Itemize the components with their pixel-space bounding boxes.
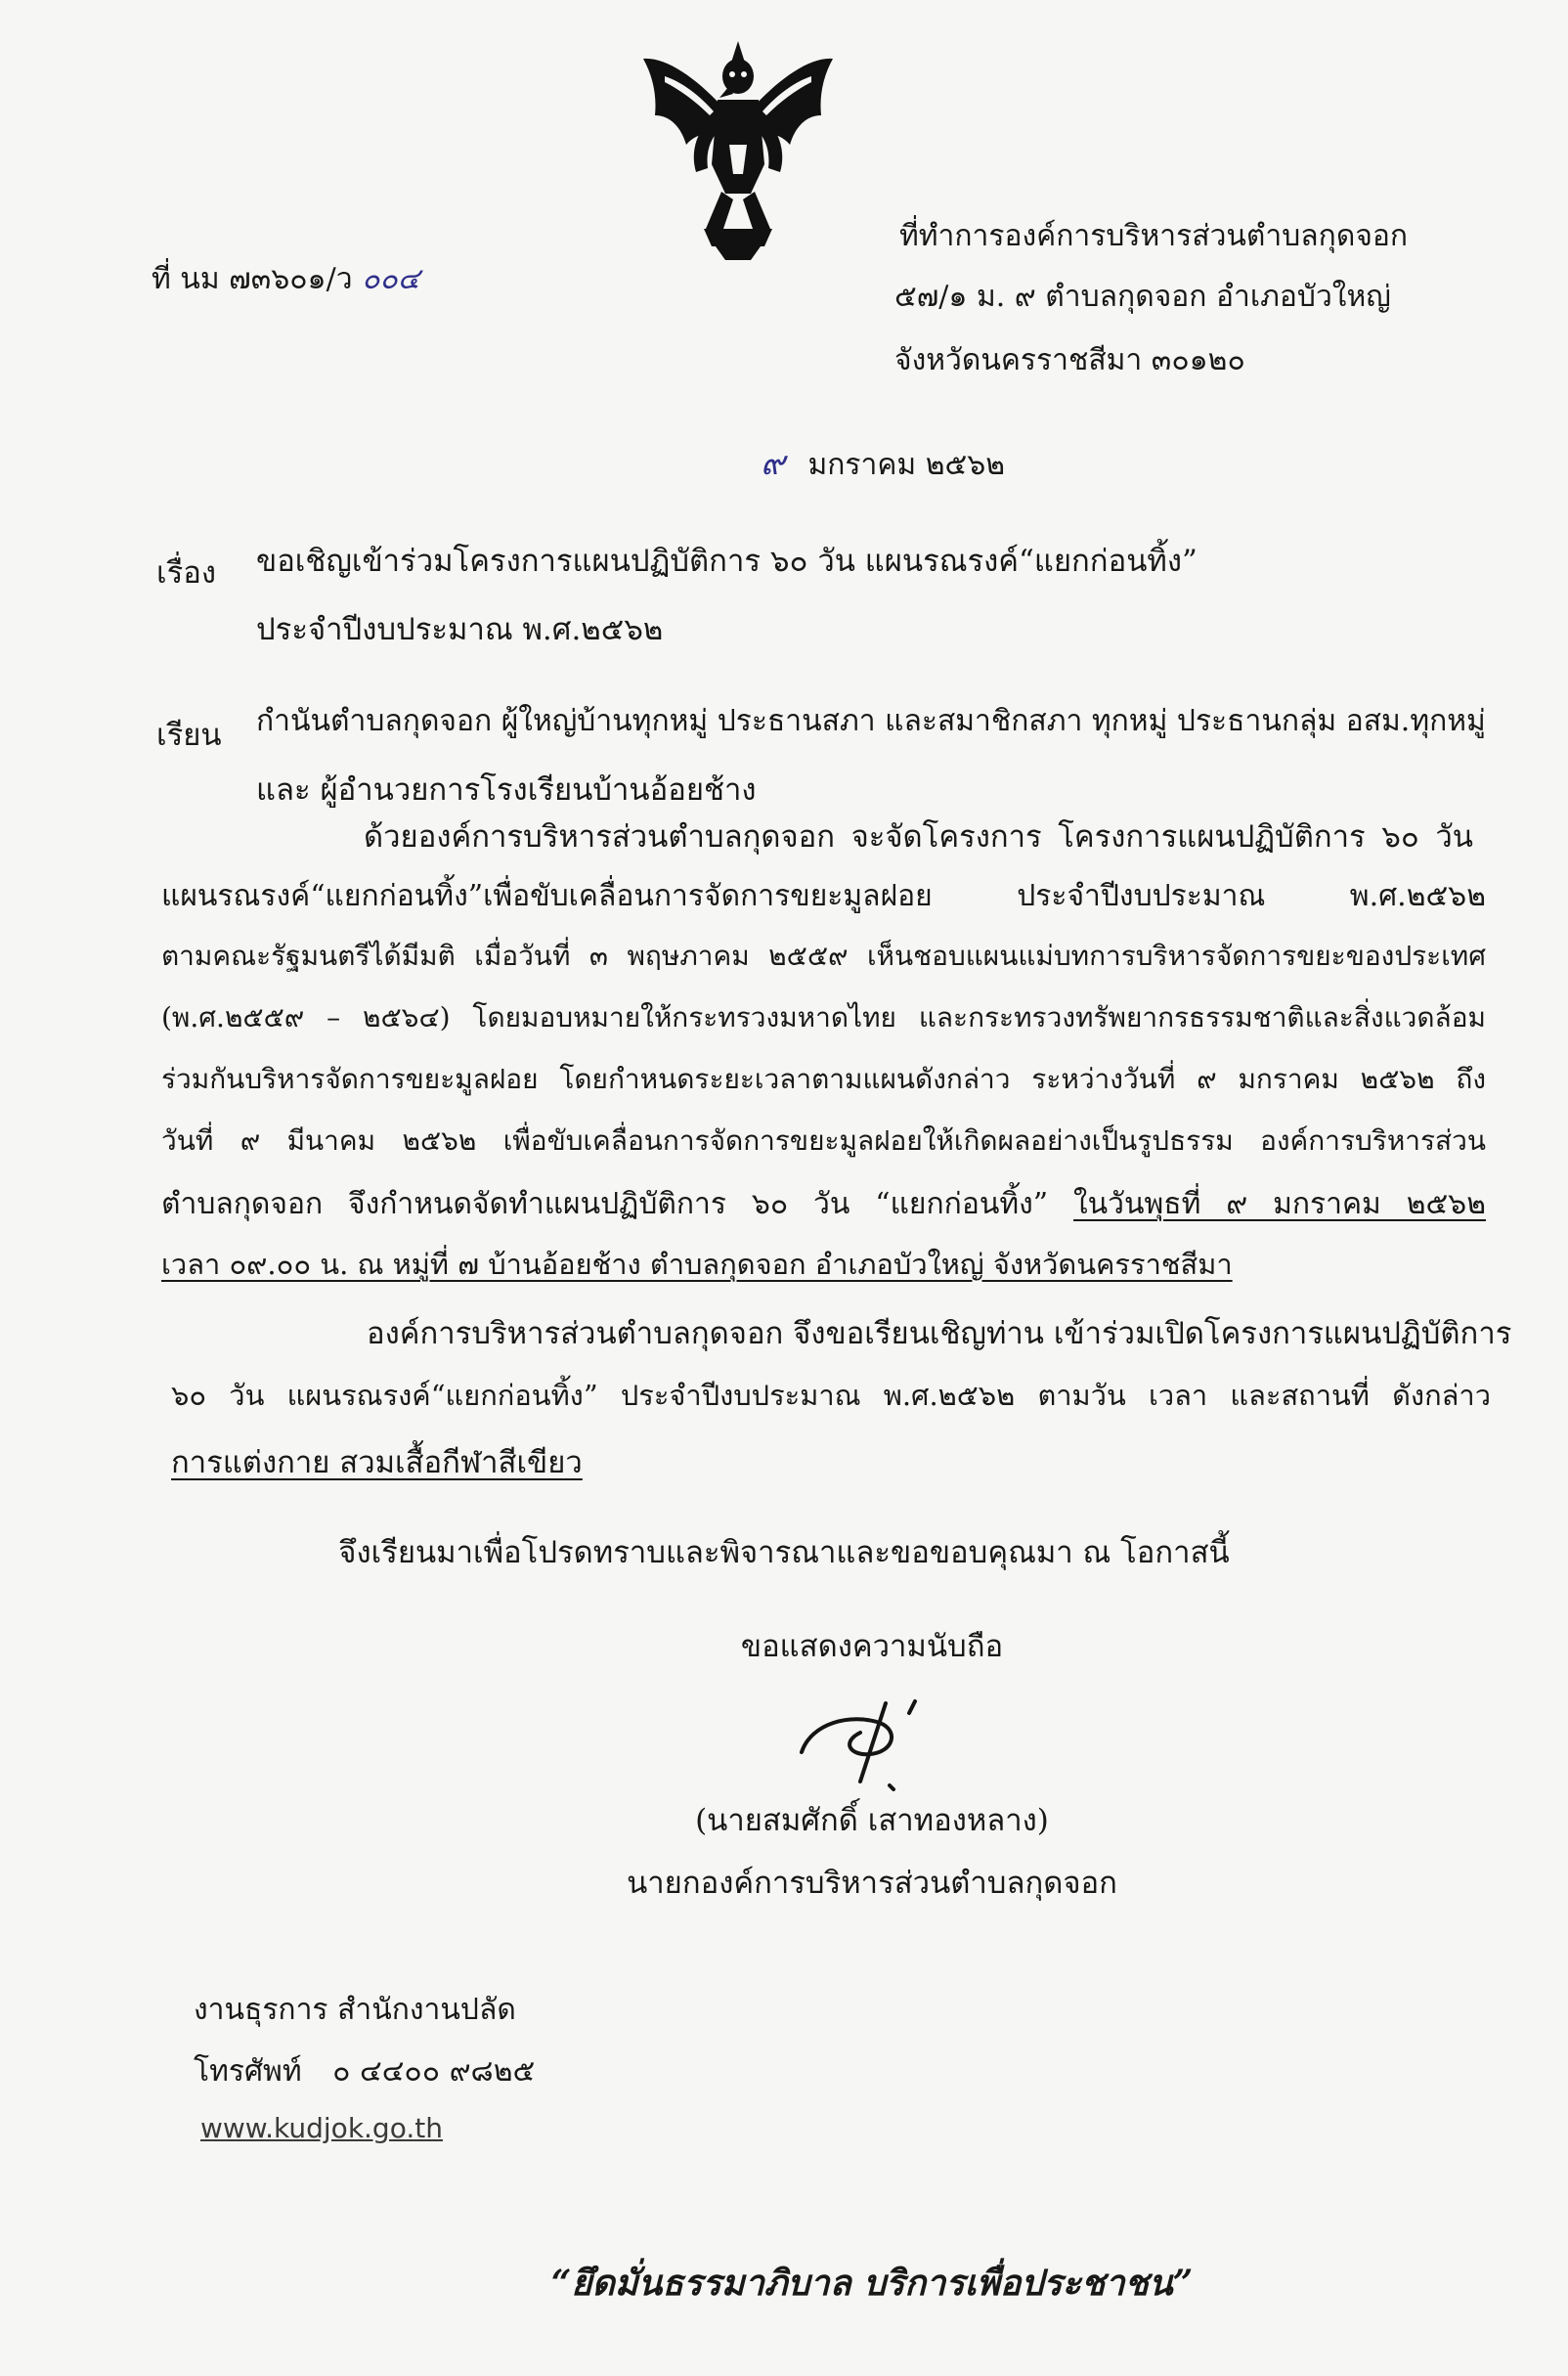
closing-request: จึงเรียนมาเพื่อโปรดทราบและพิจารณาและขอขอบคุณมา ณ โอกาสนี้: [338, 1535, 1230, 1570]
signer-name: (นายสมศักดิ์ เสาทองหลาง): [695, 1803, 1049, 1838]
reference-handwritten-number: ๐๐๔: [362, 262, 420, 296]
date-month-year: มกราคม ๒๕๖๒: [807, 448, 1006, 482]
para1-line-1: ด้วยองค์การบริหารส่วนตำบลกุดจอก จะจัดโครงการ โครงการแผนปฏิบัติการ ๖๐ วัน: [364, 819, 1473, 855]
garuda-emblem-icon: [635, 37, 841, 262]
para1-line-5: ร่วมกันบริหารจัดการขยะมูลฝอย โดยกำหนดระยะเวลาตามแผนดังกล่าว ระหว่างวันที่ ๙ มกราคม ๒๕๖๒ ถึง: [161, 1063, 1486, 1095]
phone-number: ๐ ๔๔๐๐ ๙๘๒๕: [332, 2054, 536, 2089]
closing-regards: ขอแสดงความนับถือ: [740, 1629, 1004, 1664]
para1-line-7-text: ตำบลกุดจอก จึงกำหนดจัดทำแผนปฏิบัติการ ๖๐ วัน “แยกก่อนทิ้ง”: [161, 1187, 1049, 1221]
website-link[interactable]: www.kudjok.go.th: [200, 2112, 443, 2144]
letter-date: [761, 436, 1005, 489]
event-time-place-underlined: เวลา ๐๙.๐๐ น. ณ หมู่ที่ ๗ บ้านอ้อยช้าง ตำบลกุดจอก อำเภอบัวใหญ่ จังหวัดนครราชสีมา: [161, 1248, 1233, 1281]
office-address-line-2: ๕๗/๑ ม. ๙ ตำบลกุดจอก อำเภอบัวใหญ่: [894, 280, 1391, 314]
recipient-line-1: กำนันตำบลกุดจอก ผู้ใหญ่บ้านทุกหมู่ ประธานสภา และสมาชิกสภา ทุกหมู่ ประธานกลุ่ม อสม.ทุกหมู่: [256, 704, 1486, 738]
dress-code-underlined: การแต่งกาย สวมเสื้อกีฬาสีเขียว: [171, 1445, 583, 1480]
recipient-label: เรียน: [156, 718, 222, 753]
footer-department: งานธุรการ สำนักงานปลัด: [194, 1993, 516, 2027]
recipient-line-2: และ ผู้อำนวยการโรงเรียนบ้านอ้อยช้าง: [256, 772, 757, 808]
signer-title: นายกองค์การบริหารส่วนตำบลกุดจอก: [627, 1866, 1117, 1901]
para1-line-4: (พ.ศ.๒๕๕๙ – ๒๕๖๔) โดยมอบหมายให้กระทรวงมหาดไทย และกระทรวงทรัพยากรธรรมชาติและสิ่งแวดล้อม: [161, 1001, 1486, 1034]
office-address-line-3: จังหวัดนครราชสีมา ๓๐๑๒๐: [894, 343, 1245, 377]
para2-line-2: ๖๐ วัน แผนรณรงค์“แยกก่อนทิ้ง” ประจำปีงบประมาณ พ.ศ.๒๕๖๒ ตามวัน เวลา และสถานที่ ดังกล่าว: [171, 1379, 1491, 1412]
para2-line-1: องค์การบริหารส่วนตำบลกุดจอก จึงขอเรียนเชิญท่าน เข้าร่วมเปิดโครงการแผนปฏิบัติการ: [367, 1316, 1512, 1351]
para1-line-7: [161, 1181, 1486, 1227]
subject-label: เรื่อง: [156, 555, 217, 591]
subject-line-1: ขอเชิญเข้าร่วมโครงการแผนปฏิบัติการ ๖๐ วัน แผนรณรงค์“แยกก่อนทิ้ง”: [256, 544, 1198, 579]
event-date-underlined: ในวันพุธที่ ๙ มกราคม ๒๕๖๒: [1073, 1187, 1486, 1221]
footer-motto: “ยึดมั่นธรรมาภิบาล บริการเพื่อประชาชน”: [550, 2263, 1194, 2304]
date-day-handwritten: ๙: [761, 444, 785, 483]
handwritten-signature-icon: [792, 1684, 968, 1791]
para1-line-3: ตามคณะรัฐมนตรีได้มีมติ เมื่อวันที่ ๓ พฤษภาคม ๒๕๕๙ เห็นชอบแผนแม่บทการบริหารจัดการขยะของประเทศ: [161, 940, 1486, 972]
para1-line-6: วันที่ ๙ มีนาคม ๒๕๖๒ เพื่อขับเคลื่อนการจัดการขยะมูลฝอยให้เกิดผลอย่างเป็นรูปธรรม องค์การบริหารส่วน: [161, 1124, 1486, 1157]
reference-number: [152, 256, 419, 302]
reference-prefix: ที่ นม ๗๓๖๐๑/ว: [152, 262, 353, 296]
phone-label: โทรศัพท์: [194, 2054, 302, 2089]
footer-phone: [194, 2048, 535, 2094]
office-address-line-1: ที่ทำการองค์การบริหารส่วนตำบลกุดจอก: [899, 219, 1409, 253]
para1-line-2: แผนรณรงค์“แยกก่อนทิ้ง”เพื่อขับเคลื่อนการจัดการขยะมูลฝอย ประจำปีงบประมาณ พ.ศ.๒๕๖๒: [161, 879, 1486, 913]
subject-line-2: ประจำปีงบประมาณ พ.ศ.๒๕๖๒: [256, 612, 664, 647]
